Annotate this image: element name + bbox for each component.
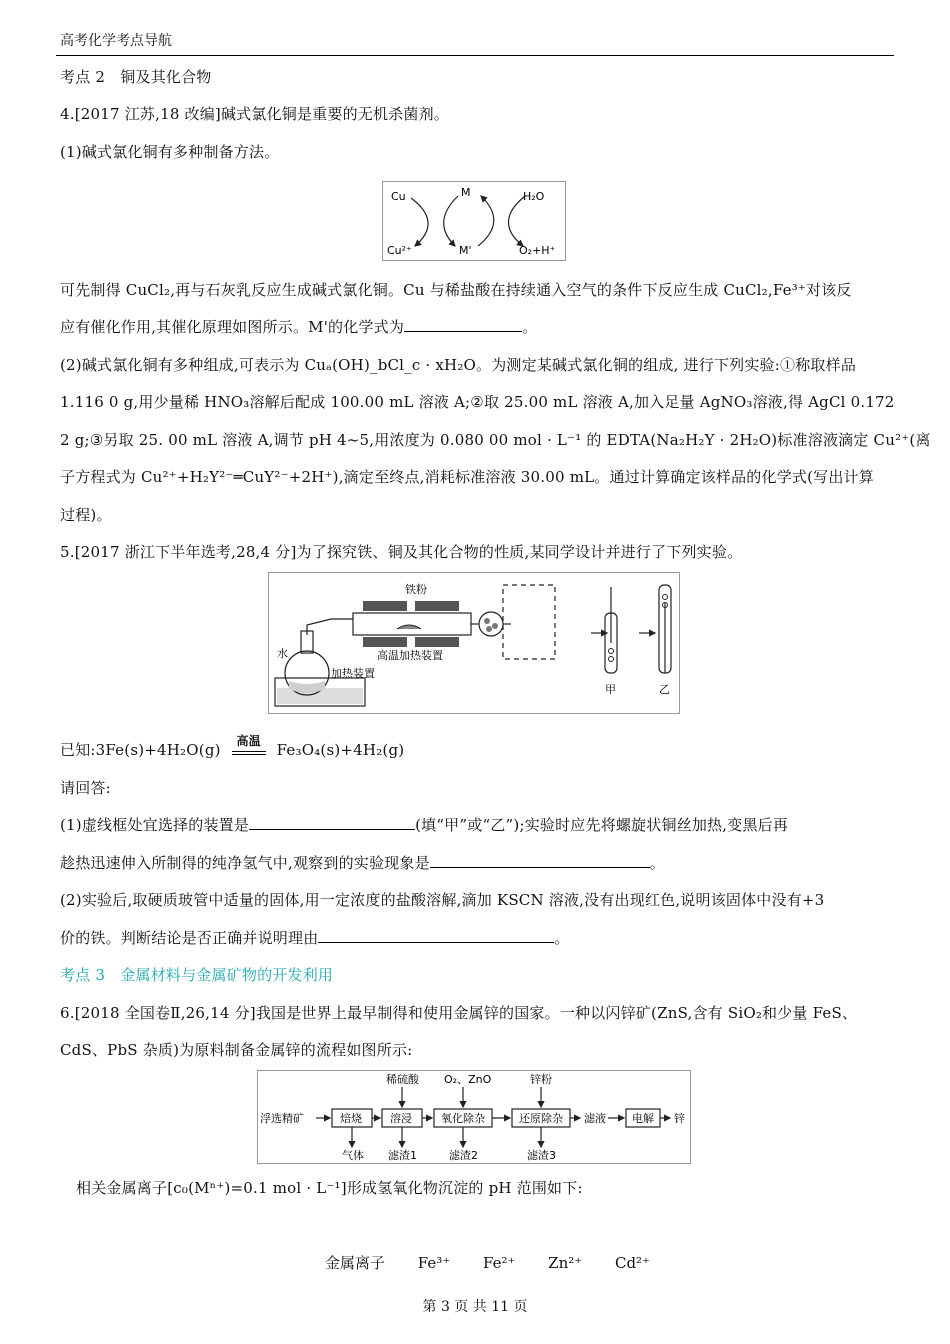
zinc-flow-chart bbox=[257, 1070, 691, 1164]
q4-line3: (2)碱式氯化铜有多种组成,可表示为 Cuₐ(OH)_bCl_c · xH₂O。为测定某碱式氯化铜的组成, 进行下列实验:①称取样品 bbox=[60, 356, 857, 374]
section-2-heading: 考点 2 铜及其化合物 bbox=[60, 68, 212, 86]
quartz-tube bbox=[353, 613, 471, 635]
q6-line2: CdS、PbS 杂质)为原料制备金属锌的流程如图所示: bbox=[60, 1041, 413, 1059]
arrow-m-to-mp bbox=[444, 196, 458, 246]
q4-line5: 2 g;③另取 25. 00 mL 溶液 A,调节 pH 4~5,用浓度为 0.080 00 mol · L⁻¹ 的 EDTA(Na₂H₂Y · 2H₂O)标准溶液滴定 Cu²⁺(离 bbox=[60, 431, 931, 449]
table-cell: 金属离子 bbox=[325, 1254, 386, 1272]
q4-title: 4.[2017 江苏,18 改编]碱式氯化铜是重要的无机杀菌剂。 bbox=[60, 105, 449, 123]
q6-line1: 6.[2018 全国卷Ⅱ,26,14 分]我国是世界上最早制得和使用金属锌的国家。一种以闪锌矿(ZnS,含有 SiO₂和少量 FeS、 bbox=[60, 1004, 858, 1022]
q5-known: 已知:3Fe(s)+4H₂O(g) 高温 Fe₃O₄(s)+4H₂(g) bbox=[60, 734, 405, 759]
label-iron-powder: 铁粉 bbox=[405, 583, 427, 596]
apparatus-figure bbox=[268, 572, 680, 714]
flow-step-reduce: 还原除杂 bbox=[519, 1112, 563, 1125]
q5-ask: 请回答: bbox=[60, 779, 111, 797]
label-h2o: H₂O bbox=[523, 190, 545, 203]
byproduct-residue1: 滤渣1 bbox=[388, 1149, 417, 1162]
arrow-cu-to-cu2 bbox=[411, 198, 428, 246]
answer-blank-mprime[interactable] bbox=[404, 317, 522, 332]
answer-blank-reason[interactable] bbox=[318, 928, 554, 943]
label-heater: 加热装置 bbox=[331, 667, 375, 680]
q5-2-line2: 价的铁。判断结论是否正确并说明理由 。 bbox=[60, 929, 570, 947]
label-jia: 甲 bbox=[605, 683, 616, 696]
flow-step-electrolysis: 电解 bbox=[632, 1112, 654, 1125]
q4-line2: 应有催化作用,其催化原理如图所示。M'的化学式为 。 bbox=[60, 318, 538, 336]
label-water: 水 bbox=[277, 647, 288, 660]
q5-2-line1: (2)实验后,取硬质玻管中适量的固体,用一定浓度的盐酸溶解,滴加 KSCN 溶液,没有出现红色,说明该固体中没有+3 bbox=[60, 891, 825, 909]
q4-line7: 过程)。 bbox=[60, 506, 112, 524]
byproduct-gas: 气体 bbox=[342, 1149, 364, 1162]
label-cu: Cu bbox=[391, 190, 406, 203]
answer-blank-phenomenon[interactable] bbox=[430, 853, 650, 868]
reagent-zinc: 锌粉 bbox=[530, 1073, 552, 1086]
label-heating-device: 高温加热装置 bbox=[377, 649, 443, 662]
flow-filtrate: 滤液 bbox=[584, 1112, 606, 1125]
q5-title: 5.[2017 浙江下半年选考,28,4 分]为了探究铁、铜及其化合物的性质,某同学设计并进行了下列实验。 bbox=[60, 543, 743, 561]
table-cell: Zn²⁺ bbox=[548, 1254, 583, 1272]
arrow-h2o-to-o2 bbox=[508, 196, 525, 246]
table-cell: Fe²⁺ bbox=[482, 1254, 516, 1272]
flow-step-leach: 溶浸 bbox=[390, 1112, 412, 1125]
drying-tube bbox=[479, 612, 503, 636]
flow-output: 锌 bbox=[674, 1112, 685, 1125]
q5-1-line2: 趁热迅速伸入所制得的纯净氢气中,观察到的实验现象是 。 bbox=[60, 854, 665, 872]
q6-line3: 相关金属离子[c₀(Mⁿ⁺)=0.1 mol · L⁻¹]形成氢氧化物沉淀的 pH 范围如下: bbox=[76, 1179, 583, 1197]
q4-line4: 1.116 0 g,用少量稀 HNO₃溶解后配成 100.00 mL 溶液 A;②取 25.00 mL 溶液 A,加入足量 AgNO₃溶液,得 AgCl 0.172 bbox=[60, 393, 895, 411]
byproduct-residue2: 滤渣2 bbox=[449, 1149, 478, 1162]
label-cu2: Cu²⁺ bbox=[387, 244, 412, 257]
q4-part1: (1)碱式氯化铜有多种制备方法。 bbox=[60, 143, 280, 161]
flow-step-roast: 焙烧 bbox=[340, 1112, 362, 1125]
answer-blank-device[interactable] bbox=[249, 815, 415, 830]
page-footer: 第 3 页 共 11 页 bbox=[422, 1299, 528, 1315]
q5-1-line1: (1)虚线框处宜选择的装置是 (填“甲”或“乙”);实验时应先将螺旋状铜丝加热,变黑后再 bbox=[60, 816, 789, 834]
q4-line1: 可先制得 CuCl₂,再与石灰乳反应生成碱式氯化铜。Cu 与稀盐酸在持续通入空气的条件下反应生成 CuCl₂,Fe³⁺对该反 bbox=[60, 281, 852, 299]
q4-line6: 子方程式为 Cu²⁺+H₂Y²⁻═CuY²⁻+2H⁺),滴定至终点,消耗标准溶液 30.00 mL。通过计算确定该样品的化学式(写出计算 bbox=[60, 468, 874, 486]
header-title: 高考化学考点导航 bbox=[60, 33, 172, 49]
section-3-heading: 考点 3 金属材料与金属矿物的开发利用 bbox=[60, 966, 334, 984]
reagent-acid: 稀硫酸 bbox=[386, 1073, 419, 1086]
flow-input: 浮选精矿 bbox=[260, 1112, 304, 1125]
label-m: M bbox=[461, 186, 471, 199]
table-cell: Fe³⁺ bbox=[417, 1254, 451, 1272]
byproduct-residue3: 滤渣3 bbox=[527, 1149, 556, 1162]
reagent-o2-zno: O₂、ZnO bbox=[444, 1073, 492, 1086]
label-mprime: M' bbox=[459, 244, 472, 257]
header-rule bbox=[56, 55, 894, 56]
reaction-condition: 高温 bbox=[232, 745, 266, 755]
ion-table-header bbox=[325, 1252, 678, 1273]
catalysis-figure bbox=[382, 181, 566, 261]
arrow-mp-to-m bbox=[478, 196, 494, 246]
dashed-box bbox=[503, 585, 555, 659]
flow-step-oxidize: 氧化除杂 bbox=[441, 1112, 485, 1125]
label-yi: 乙 bbox=[659, 683, 670, 696]
label-o2: O₂+H⁺ bbox=[519, 244, 556, 257]
table-cell: Cd²⁺ bbox=[614, 1254, 650, 1272]
